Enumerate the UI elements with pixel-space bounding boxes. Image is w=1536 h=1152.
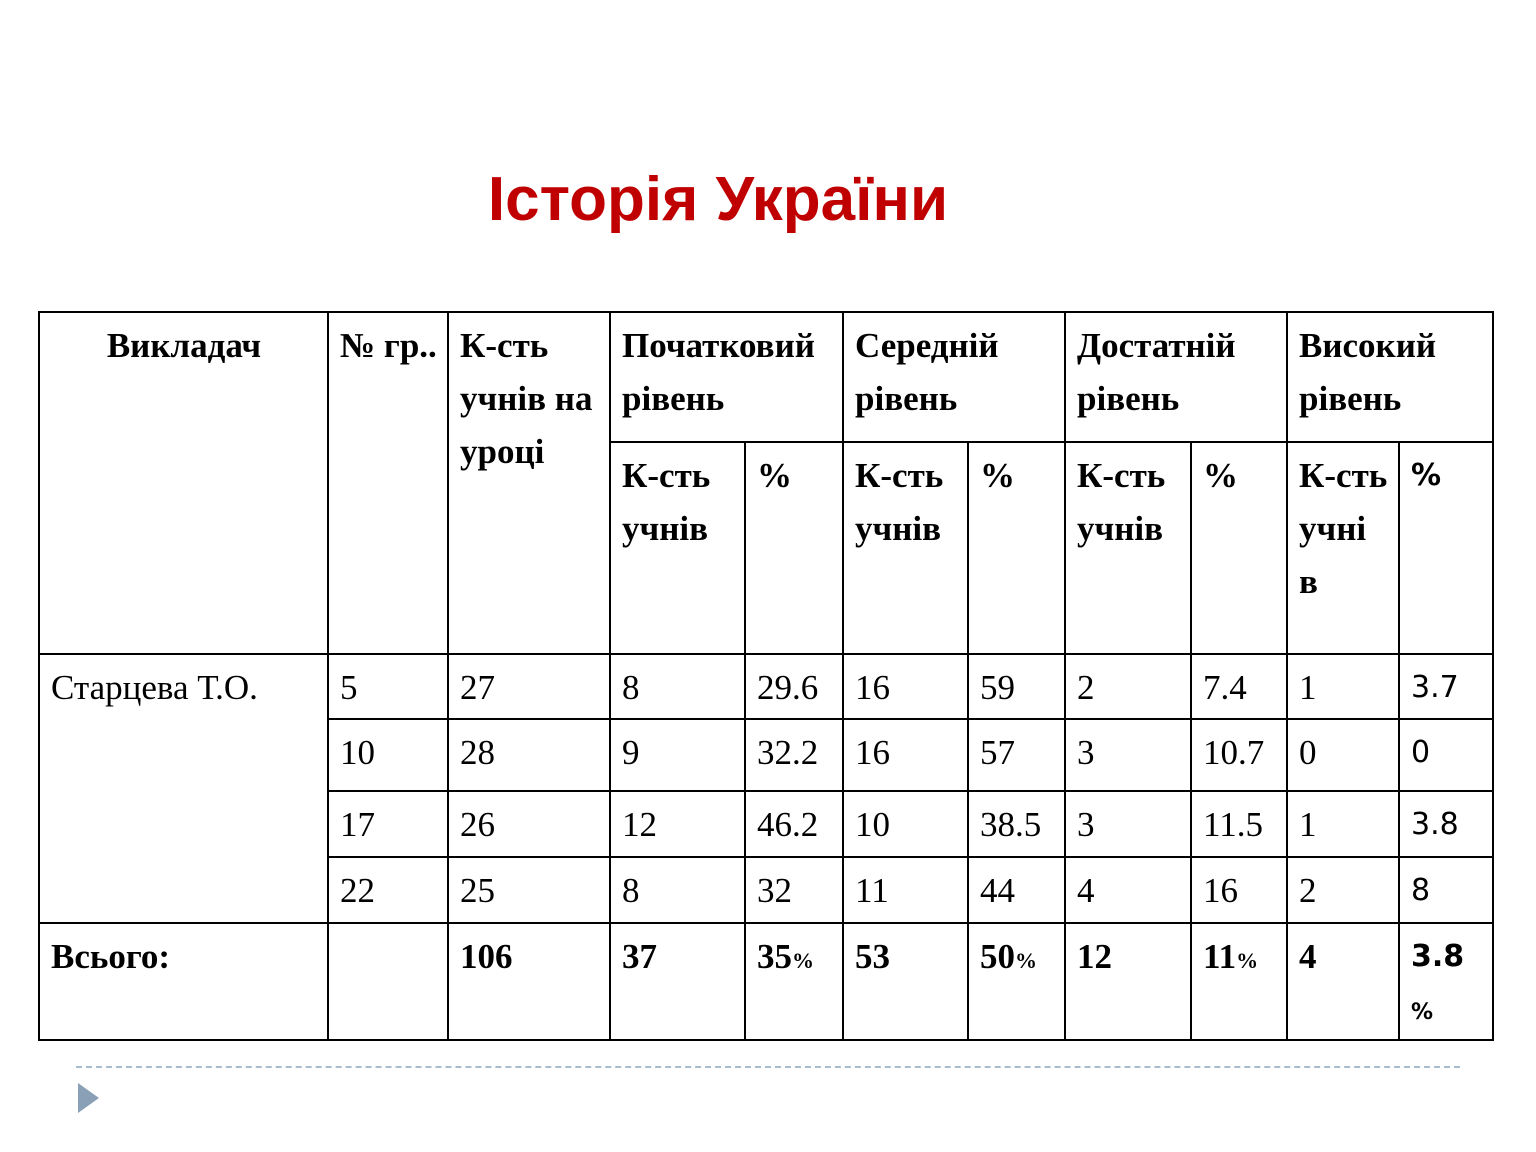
- total-row: [39, 923, 1493, 1040]
- total-medium-count-cell: [843, 923, 968, 1040]
- results-table: [38, 311, 1494, 1041]
- header-row-levels: [39, 312, 1493, 442]
- students-cell: 26: [448, 791, 610, 857]
- initial-percent-cell: 32.2: [745, 719, 843, 791]
- total-sufficient-count-cell: [1065, 923, 1191, 1040]
- percent-sign: %: [1411, 1000, 1434, 1025]
- group-cell: 10: [328, 719, 448, 791]
- header-level-medium: Середній рівень: [843, 312, 1065, 442]
- sufficient-count-cell: 3: [1065, 719, 1191, 791]
- teacher-name-cell: Старцева Т.О.: [39, 654, 328, 923]
- total-value: 3.8: [1411, 939, 1465, 974]
- total-initial-percent-cell: [745, 923, 843, 1040]
- header-group: № гр..: [328, 312, 448, 654]
- sufficient-percent-cell: 11.5: [1191, 791, 1287, 857]
- total-value: 37: [622, 937, 657, 976]
- initial-count-cell: 9: [610, 719, 745, 791]
- header-level-high: Високий рівень: [1287, 312, 1493, 442]
- sufficient-count-cell: 3: [1065, 791, 1191, 857]
- subheader-percent: %: [745, 442, 843, 654]
- medium-percent-cell: 38.5: [968, 791, 1065, 857]
- high-percent-cell: 0: [1399, 719, 1493, 791]
- header-teacher: Викладач: [39, 312, 328, 654]
- sufficient-percent-cell: 10.7: [1191, 719, 1287, 791]
- header-level-sufficient: Достатній рівень: [1065, 312, 1287, 442]
- high-percent-cell: 3.7: [1399, 654, 1493, 719]
- total-high-percent-cell: [1399, 923, 1493, 1040]
- students-cell: 28: [448, 719, 610, 791]
- students-cell: 27: [448, 654, 610, 719]
- high-percent-cell: 8: [1399, 857, 1493, 923]
- sufficient-percent-cell: 7.4: [1191, 654, 1287, 719]
- total-group-cell: [328, 923, 448, 1040]
- percent-sign: %: [1236, 948, 1259, 973]
- table-row: [39, 654, 1493, 719]
- total-value: 50: [980, 937, 1015, 976]
- subheader-percent: %: [1191, 442, 1287, 654]
- group-cell: 5: [328, 654, 448, 719]
- total-medium-percent-cell: [968, 923, 1065, 1040]
- page-title: Історія України: [487, 165, 949, 234]
- total-high-count-cell: [1287, 923, 1399, 1040]
- subheader-percent: %: [968, 442, 1065, 654]
- total-value: 4: [1299, 937, 1317, 976]
- medium-percent-cell: 59: [968, 654, 1065, 719]
- high-count-cell: 2: [1287, 857, 1399, 923]
- total-value: 53: [855, 937, 890, 976]
- percent-sign: %: [1015, 948, 1037, 973]
- medium-count-cell: 16: [843, 654, 968, 719]
- total-sufficient-percent-cell: [1191, 923, 1287, 1040]
- subheader-count: К-сть учнів: [843, 442, 968, 654]
- students-cell: 25: [448, 857, 610, 923]
- high-percent-cell: 3.8: [1399, 791, 1493, 857]
- group-cell: 22: [328, 857, 448, 923]
- percent-sign: %: [792, 948, 814, 973]
- initial-count-cell: 8: [610, 654, 745, 719]
- total-label: Всього:: [39, 923, 328, 1040]
- total-value: 11: [1203, 937, 1237, 976]
- header-students: К-сть учнів на уроці: [448, 312, 610, 654]
- subheader-percent: %: [1399, 442, 1493, 654]
- group-cell: 17: [328, 791, 448, 857]
- sufficient-count-cell: 2: [1065, 654, 1191, 719]
- header-level-initial: Початковий рівень: [610, 312, 843, 442]
- sufficient-percent-cell: 16: [1191, 857, 1287, 923]
- high-count-cell: 0: [1287, 719, 1399, 791]
- subheader-count: К-сть учнів: [1065, 442, 1191, 654]
- initial-percent-cell: 29.6: [745, 654, 843, 719]
- initial-percent-cell: 46.2: [745, 791, 843, 857]
- medium-count-cell: 10: [843, 791, 968, 857]
- subheader-count: К-сть учнів: [610, 442, 745, 654]
- medium-count-cell: 16: [843, 719, 968, 791]
- footer-divider: [76, 1066, 1460, 1068]
- play-arrow-icon: [78, 1083, 99, 1113]
- high-count-cell: 1: [1287, 791, 1399, 857]
- medium-count-cell: 11: [843, 857, 968, 923]
- total-value: 35: [757, 937, 792, 976]
- total-value: 12: [1077, 937, 1112, 976]
- initial-percent-cell: 32: [745, 857, 843, 923]
- subheader-count: К-сть учні в: [1287, 442, 1399, 654]
- high-count-cell: 1: [1287, 654, 1399, 719]
- sufficient-count-cell: 4: [1065, 857, 1191, 923]
- initial-count-cell: 12: [610, 791, 745, 857]
- initial-count-cell: 8: [610, 857, 745, 923]
- medium-percent-cell: 44: [968, 857, 1065, 923]
- total-students-cell: 106: [448, 923, 610, 1040]
- medium-percent-cell: 57: [968, 719, 1065, 791]
- total-initial-count-cell: [610, 923, 745, 1040]
